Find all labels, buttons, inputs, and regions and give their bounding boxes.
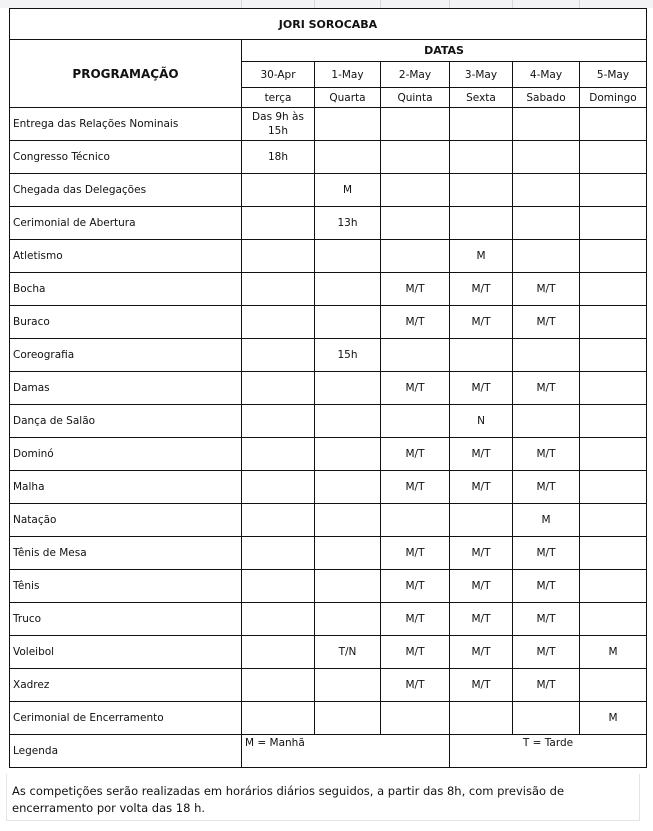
schedule-cell xyxy=(580,405,647,438)
schedule-cell xyxy=(450,207,513,240)
table-row xyxy=(10,669,647,702)
activity-name: Chegada das Delegações xyxy=(10,174,242,207)
table-row xyxy=(10,174,647,207)
activity-name: Cerimonial de Abertura xyxy=(10,207,242,240)
weekday-header: Quarta xyxy=(315,88,381,108)
schedule-cell xyxy=(580,141,647,174)
schedule-cell xyxy=(381,240,450,273)
activity-name: Buraco xyxy=(10,306,242,339)
schedule-cell: M/T xyxy=(450,273,513,306)
table-row xyxy=(10,240,647,273)
schedule-cell xyxy=(513,405,580,438)
schedule-cell: M xyxy=(580,636,647,669)
schedule-cell: M/T xyxy=(381,471,450,504)
schedule-cell xyxy=(315,603,381,636)
schedule-cell: M/T xyxy=(513,636,580,669)
schedule-cell: M/T xyxy=(450,603,513,636)
activity-name: Voleibol xyxy=(10,636,242,669)
activity-name: Dança de Salão xyxy=(10,405,242,438)
schedule-cell xyxy=(381,207,450,240)
weekday-header: Domingo xyxy=(580,88,647,108)
schedule-cell xyxy=(580,108,647,141)
schedule-cell: M/T xyxy=(513,273,580,306)
schedule-cell xyxy=(580,603,647,636)
schedule-cell: M/T xyxy=(513,603,580,636)
schedule-cell xyxy=(242,669,315,702)
schedule-cell xyxy=(513,141,580,174)
schedule-cell: M/T xyxy=(450,306,513,339)
schedule-cell: M/T xyxy=(381,273,450,306)
schedule-cell xyxy=(513,207,580,240)
schedule-cell xyxy=(381,504,450,537)
date-header: 1-May xyxy=(315,62,381,88)
schedule-cell xyxy=(242,240,315,273)
schedule-cell: M/T xyxy=(513,537,580,570)
schedule-cell xyxy=(450,141,513,174)
schedule-cell xyxy=(242,405,315,438)
weekday-header: Sexta xyxy=(450,88,513,108)
table-row xyxy=(10,603,647,636)
schedule-cell xyxy=(513,339,580,372)
schedule-cell: M/T xyxy=(381,438,450,471)
activity-name: Dominó xyxy=(10,438,242,471)
schedule-cell xyxy=(315,240,381,273)
schedule-cell xyxy=(580,207,647,240)
schedule-cell xyxy=(315,570,381,603)
table-row xyxy=(10,537,647,570)
schedule-cell: M xyxy=(315,174,381,207)
activity-name: Truco xyxy=(10,603,242,636)
date-header: 4-May xyxy=(513,62,580,88)
schedule-cell xyxy=(242,273,315,306)
schedule-cell: M/T xyxy=(450,537,513,570)
schedule-cell xyxy=(315,372,381,405)
legend-morning: M = Manhã xyxy=(242,735,450,768)
table-row xyxy=(10,438,647,471)
table-row xyxy=(10,471,647,504)
datas-header: DATAS xyxy=(242,40,647,62)
schedule-cell xyxy=(580,504,647,537)
schedule-cell xyxy=(315,306,381,339)
schedule-cell xyxy=(242,174,315,207)
activity-name: Congresso Técnico xyxy=(10,141,242,174)
schedule-cell xyxy=(513,108,580,141)
schedule-cell: M/T xyxy=(450,471,513,504)
table-row xyxy=(10,405,647,438)
table-row xyxy=(10,570,647,603)
table-row xyxy=(10,273,647,306)
schedule-cell: M/T xyxy=(381,570,450,603)
schedule-cell xyxy=(580,339,647,372)
legend-row xyxy=(10,735,647,768)
schedule-cell xyxy=(580,537,647,570)
activity-name: Damas xyxy=(10,372,242,405)
table-row xyxy=(10,339,647,372)
schedule-cell xyxy=(242,636,315,669)
schedule-cell xyxy=(381,141,450,174)
activity-name: Xadrez xyxy=(10,669,242,702)
schedule-cell: M xyxy=(450,240,513,273)
legend-label: Legenda xyxy=(10,735,242,768)
schedule-cell: M/T xyxy=(381,669,450,702)
schedule-cell: M/T xyxy=(450,570,513,603)
date-header: 5-May xyxy=(580,62,647,88)
schedule-cell: M/T xyxy=(381,603,450,636)
table-title: JORI SOROCABA xyxy=(10,9,647,40)
schedule-cell xyxy=(242,471,315,504)
schedule-cell: M xyxy=(513,504,580,537)
schedule-cell xyxy=(315,669,381,702)
schedule-cell: N xyxy=(450,405,513,438)
activity-name: Cerimonial de Encerramento xyxy=(10,702,242,735)
schedule-cell xyxy=(242,207,315,240)
schedule-cell xyxy=(315,108,381,141)
date-header: 2-May xyxy=(381,62,450,88)
schedule-cell xyxy=(580,273,647,306)
schedule-cell: M/T xyxy=(381,537,450,570)
schedule-cell: M/T xyxy=(513,372,580,405)
schedule-cell: 18h xyxy=(242,141,315,174)
activity-name: Bocha xyxy=(10,273,242,306)
schedule-cell: M xyxy=(580,702,647,735)
schedule-cell: M/T xyxy=(450,636,513,669)
schedule-cell: M/T xyxy=(513,669,580,702)
weekday-header: Sabado xyxy=(513,88,580,108)
schedule-cell xyxy=(242,438,315,471)
table-row xyxy=(10,636,647,669)
schedule-cell: T/N xyxy=(315,636,381,669)
schedule-cell xyxy=(242,339,315,372)
schedule-cell: Das 9h às 15h xyxy=(242,108,315,141)
schedule-cell xyxy=(450,504,513,537)
schedule-cell xyxy=(580,471,647,504)
activity-name: Malha xyxy=(10,471,242,504)
schedule-cell xyxy=(242,702,315,735)
top-strip xyxy=(0,0,653,8)
table-row xyxy=(10,141,647,174)
schedule-cell xyxy=(450,108,513,141)
table-row xyxy=(10,108,647,141)
schedule-cell xyxy=(381,174,450,207)
activity-name: Tênis de Mesa xyxy=(10,537,242,570)
schedule-cell xyxy=(315,273,381,306)
schedule-cell: M/T xyxy=(450,669,513,702)
date-header: 30-Apr xyxy=(242,62,315,88)
schedule-cell xyxy=(242,603,315,636)
schedule-cell xyxy=(315,504,381,537)
schedule-cell xyxy=(315,438,381,471)
schedule-cell xyxy=(381,702,450,735)
schedule-table xyxy=(9,8,647,768)
schedule-cell xyxy=(242,504,315,537)
schedule-cell xyxy=(450,339,513,372)
schedule-cell: 13h xyxy=(315,207,381,240)
programacao-header: PROGRAMAÇÃO xyxy=(10,40,242,108)
schedule-cell xyxy=(381,339,450,372)
schedule-cell xyxy=(315,471,381,504)
schedule-cell xyxy=(580,306,647,339)
schedule-cell: 15h xyxy=(315,339,381,372)
schedule-cell: M/T xyxy=(450,372,513,405)
schedule-cell xyxy=(513,174,580,207)
table-row xyxy=(10,207,647,240)
activity-name: Tênis xyxy=(10,570,242,603)
schedule-cell: M/T xyxy=(513,306,580,339)
schedule-cell xyxy=(450,174,513,207)
activity-name: Entrega das Relações Nominais xyxy=(10,108,242,141)
schedule-cell xyxy=(513,240,580,273)
legend-afternoon: T = Tarde xyxy=(450,735,647,768)
footnote: As competições serão realizadas em horários diários seguidos, a partir das 8h, com previsão de encerramento por volta das 18 h. xyxy=(6,774,640,821)
weekday-header: Quinta xyxy=(381,88,450,108)
date-header: 3-May xyxy=(450,62,513,88)
schedule-cell xyxy=(315,537,381,570)
schedule-cell xyxy=(242,306,315,339)
schedule-cell: M/T xyxy=(381,636,450,669)
schedule-cell xyxy=(242,372,315,405)
table-row xyxy=(10,372,647,405)
schedule-cell xyxy=(242,537,315,570)
schedule-cell: M/T xyxy=(513,471,580,504)
activity-name: Natação xyxy=(10,504,242,537)
schedule-cell: M/T xyxy=(381,372,450,405)
schedule-cell xyxy=(242,570,315,603)
activity-name: Atletismo xyxy=(10,240,242,273)
schedule-cell xyxy=(513,702,580,735)
schedule-cell xyxy=(580,570,647,603)
schedule-cell xyxy=(315,405,381,438)
schedule-cell xyxy=(580,174,647,207)
schedule-cell: M/T xyxy=(513,570,580,603)
schedule-cell xyxy=(580,669,647,702)
table-row xyxy=(10,504,647,537)
table-row xyxy=(10,702,647,735)
schedule-cell xyxy=(450,702,513,735)
schedule-cell xyxy=(580,240,647,273)
schedule-cell xyxy=(580,438,647,471)
schedule-cell: M/T xyxy=(450,438,513,471)
schedule-cell: M/T xyxy=(381,306,450,339)
schedule-cell xyxy=(381,405,450,438)
schedule-cell xyxy=(315,141,381,174)
schedule-cell xyxy=(315,702,381,735)
schedule-cell: M/T xyxy=(513,438,580,471)
schedule-cell xyxy=(381,108,450,141)
table-row xyxy=(10,306,647,339)
schedule-cell xyxy=(580,372,647,405)
weekday-header: terça xyxy=(242,88,315,108)
activity-name: Coreografia xyxy=(10,339,242,372)
